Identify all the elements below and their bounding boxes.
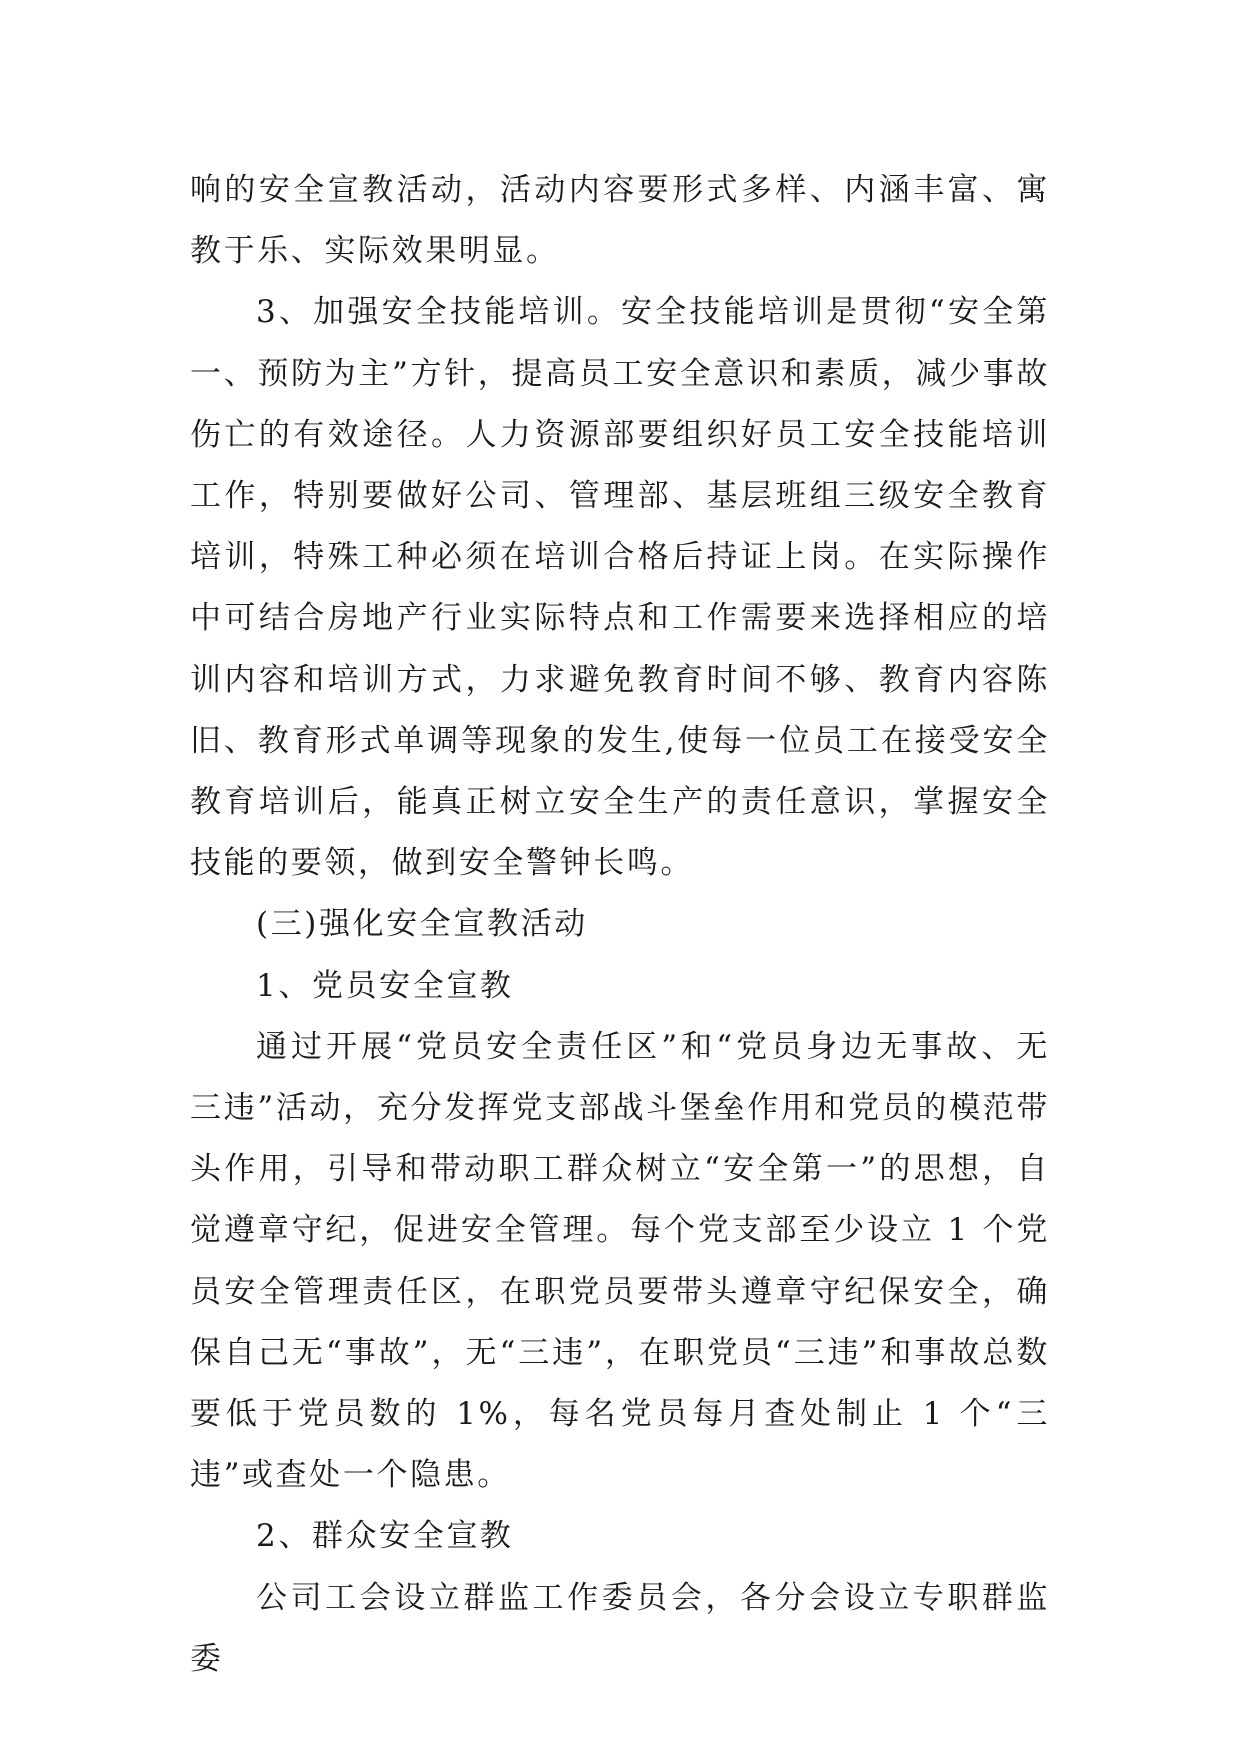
- subheading-public-education: 2、群众安全宣教: [256, 1518, 514, 1555]
- document-body: [190, 160, 1050, 1690]
- section-heading-safety-campaign: (三)强化安全宣教活动: [256, 906, 588, 943]
- paragraph-party-member-education: 通过开展“党员安全责任区”和“党员身边无事故、无三违”活动，充分发挥党支部战斗堡垒作用和党员的模范带头作用，引导和带动职工群众树立“安全第一”的思想，自觉遵章守纪，促进安全管理。每个党支部至少设立 1 个党员安全管理责任区，在职党员要带头遵章守纪保安全，确保自己无“事故”，无“三违”，在职党员“三违”和事故总数要低于党员数的 1%，每名党员每月查处制止 1 个“三违”或查处一个隐患。: [190, 1028, 1050, 1494]
- paragraph-continuation: 响的安全宣教活动，活动内容要形式多样、内涵丰富、寓教于乐、实际效果明显。: [190, 172, 1050, 270]
- subheading-party-member-education: 1、党员安全宣教: [256, 967, 514, 1004]
- paragraph-skills-training: 3、加强安全技能培训。安全技能培训是贯彻“安全第一、预防为主”方针，提高员工安全意识和素质，减少事故伤亡的有效途径。人力资源部要组织好员工安全技能培训工作，特别要做好公司、管理部、基层班组三级安全教育培训，特殊工种必须在培训合格后持证上岗。在实际操作中可结合房地产行业实际特点和工作需要来选择相应的培训内容和培训方式，力求避免教育时间不够、教育内容陈旧、教育形式单调等现象的发生,使每一位员工在接受安全教育培训后，能真正树立安全生产的责任意识，掌握安全技能的要领，做到安全警钟长鸣。: [190, 294, 1050, 882]
- paragraph-public-education: 公司工会设立群监工作委员会，各分会设立专职群监委: [190, 1579, 1050, 1677]
